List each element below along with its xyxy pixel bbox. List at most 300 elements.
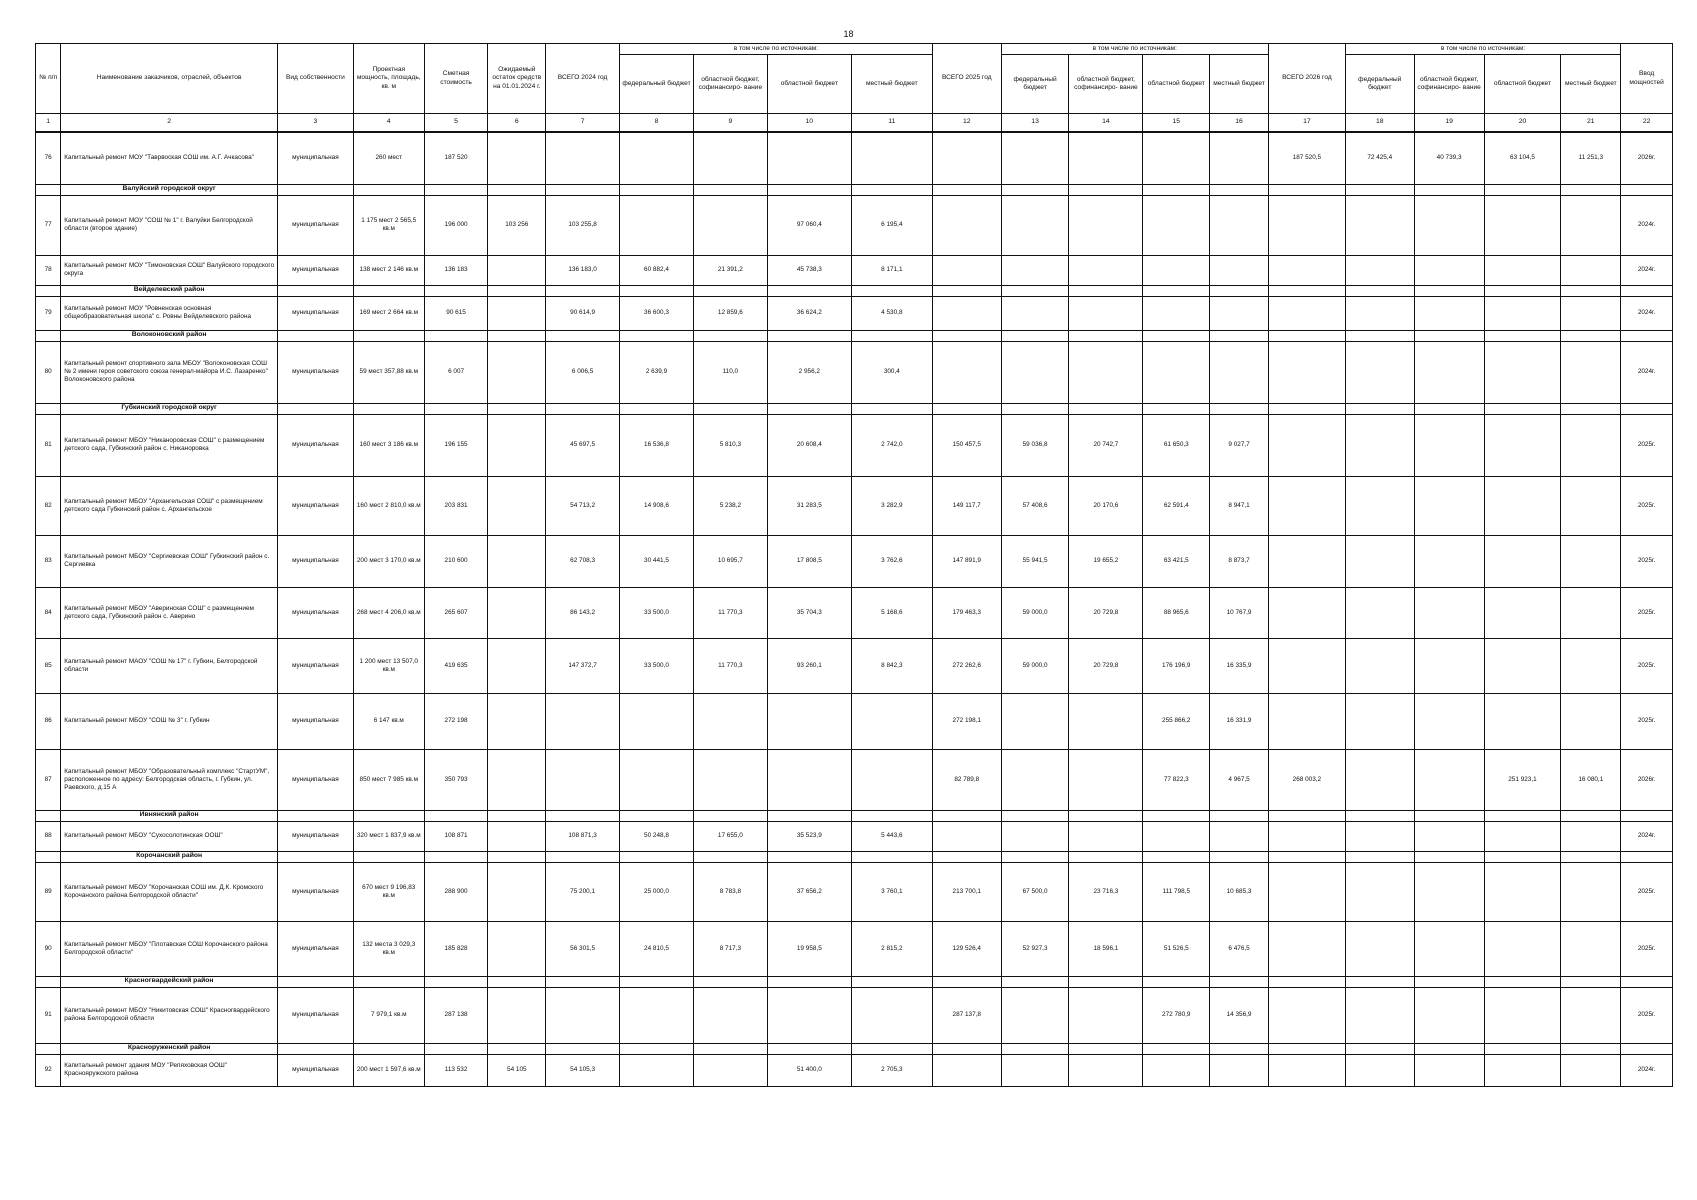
- local-2026: [1561, 476, 1621, 535]
- section-spacer: [1345, 1043, 1414, 1054]
- commissioning-year: 2025г.: [1621, 587, 1673, 638]
- capacity: 320 мест 1 837,9 кв.м: [353, 821, 424, 851]
- regional-2026: [1484, 255, 1561, 285]
- section-spacer: [546, 810, 620, 821]
- row-number: 84: [36, 587, 61, 638]
- regional-cofin-2024: 12 859,6: [693, 296, 767, 330]
- local-2024: [851, 693, 932, 749]
- federal-2024: 30 441,5: [620, 535, 694, 587]
- section-spacer: [277, 330, 353, 341]
- total-2026: [1268, 821, 1345, 851]
- section-spacer: [620, 1043, 694, 1054]
- section-spacer: [1484, 184, 1561, 195]
- section-spacer: [424, 184, 488, 195]
- remaining-funds: [488, 921, 546, 976]
- local-2025: [1210, 255, 1269, 285]
- regional-cofin-2025: [1069, 132, 1143, 184]
- estimated-cost: 113 532: [424, 1054, 488, 1086]
- row-number: 91: [36, 987, 61, 1043]
- federal-2025: [1001, 749, 1069, 810]
- object-name: Капитальный ремонт здания МОУ "Репяховская ООШ" Краснояружского района: [61, 1054, 278, 1086]
- federal-2026: [1345, 638, 1414, 693]
- regional-cofin-2024: [693, 693, 767, 749]
- remaining-funds: [488, 638, 546, 693]
- section-spacer: [1621, 851, 1673, 862]
- section-spacer: [693, 330, 767, 341]
- total-2025: 82 789,8: [932, 749, 1001, 810]
- header-total-2025: ВСЕГО 2025 год: [932, 44, 1001, 114]
- row-number: 92: [36, 1054, 61, 1086]
- total-2024: 75 200,1: [546, 862, 620, 921]
- column-number: 6: [488, 114, 546, 133]
- estimated-cost: 108 871: [424, 821, 488, 851]
- regional-cofin-2025: [1069, 341, 1143, 403]
- capacity: 268 мест 4 206,0 кв.м: [353, 587, 424, 638]
- commissioning-year: 2025г.: [1621, 476, 1673, 535]
- regional-cofin-2025: 20 729,8: [1069, 638, 1143, 693]
- capacity: 1 175 мест 2 565,5 кв.м: [353, 195, 424, 255]
- regional-cofin-2024: [693, 132, 767, 184]
- federal-2024: 33 500,0: [620, 638, 694, 693]
- row-number: 79: [36, 296, 61, 330]
- regional-2025: 255 866,2: [1143, 693, 1210, 749]
- commissioning-year: 2024г.: [1621, 341, 1673, 403]
- federal-2026: [1345, 296, 1414, 330]
- object-name: Капитальный ремонт МБОУ "Авеpинская СОШ" с размещением детского сада, Губкинский район с. Аверино: [61, 587, 278, 638]
- regional-2025: 61 650,3: [1143, 414, 1210, 476]
- federal-2024: [620, 749, 694, 810]
- federal-2026: 72 425,4: [1345, 132, 1414, 184]
- regional-2025: 62 591,4: [1143, 476, 1210, 535]
- total-2024: 136 183,0: [546, 255, 620, 285]
- total-2025: [932, 821, 1001, 851]
- ownership-type: муниципальная: [277, 862, 353, 921]
- section-spacer: [424, 1043, 488, 1054]
- total-2026: [1268, 255, 1345, 285]
- row-number: 82: [36, 476, 61, 535]
- section-spacer: [1484, 330, 1561, 341]
- column-number: 4: [353, 114, 424, 133]
- page-number: 18: [843, 29, 854, 39]
- section-spacer: [546, 330, 620, 341]
- regional-cofin-2026: [1414, 862, 1484, 921]
- column-number: 9: [693, 114, 767, 133]
- ownership-type: муниципальная: [277, 587, 353, 638]
- local-2026: [1561, 587, 1621, 638]
- local-2024: 6 195,4: [851, 195, 932, 255]
- ownership-type: муниципальная: [277, 821, 353, 851]
- section-spacer: [1484, 1043, 1561, 1054]
- local-2024: 5 168,6: [851, 587, 932, 638]
- investment-table: [35, 43, 1673, 1087]
- section-spacer: [1268, 184, 1345, 195]
- section-spacer: [1210, 285, 1269, 296]
- regional-cofin-2025: [1069, 296, 1143, 330]
- local-2024: 2 705,3: [851, 1054, 932, 1086]
- section-spacer: [1561, 330, 1621, 341]
- section-spacer: [1621, 810, 1673, 821]
- federal-2024: [620, 195, 694, 255]
- object-name: Капитальный ремонт МБОУ "Плотавская СОШ Корочанского района Белгородской области": [61, 921, 278, 976]
- regional-2026: 63 104,5: [1484, 132, 1561, 184]
- local-2026: [1561, 921, 1621, 976]
- section-spacer: [353, 184, 424, 195]
- estimated-cost: 196 155: [424, 414, 488, 476]
- section-spacer: [1268, 330, 1345, 341]
- district-title: Красногвардейский район: [61, 976, 278, 987]
- regional-2024: 2 956,2: [767, 341, 851, 403]
- estimated-cost: 136 183: [424, 255, 488, 285]
- section-spacer: [36, 285, 61, 296]
- section-spacer: [353, 403, 424, 414]
- federal-2024: 50 248,8: [620, 821, 694, 851]
- section-spacer: [1143, 810, 1210, 821]
- section-spacer: [1143, 403, 1210, 414]
- regional-cofin-2026: [1414, 987, 1484, 1043]
- section-spacer: [36, 184, 61, 195]
- column-number: 16: [1210, 114, 1269, 133]
- federal-2026: [1345, 535, 1414, 587]
- regional-cofin-2024: [693, 749, 767, 810]
- column-number: 2: [61, 114, 278, 133]
- total-2026: [1268, 341, 1345, 403]
- local-2025: [1210, 1054, 1269, 1086]
- column-number: 14: [1069, 114, 1143, 133]
- capacity: 132 места 3 029,3 кв.м: [353, 921, 424, 976]
- regional-cofin-2024: [693, 195, 767, 255]
- total-2024: [546, 132, 620, 184]
- regional-cofin-2026: [1414, 638, 1484, 693]
- section-spacer: [767, 330, 851, 341]
- regional-2024: 35 704,3: [767, 587, 851, 638]
- total-2026: [1268, 987, 1345, 1043]
- section-spacer: [1210, 851, 1269, 862]
- regional-cofin-2024: [693, 1054, 767, 1086]
- total-2025: 179 463,3: [932, 587, 1001, 638]
- ownership-type: муниципальная: [277, 296, 353, 330]
- section-spacer: [546, 851, 620, 862]
- header-regional: областной бюджет: [1484, 55, 1561, 114]
- total-2025: [932, 255, 1001, 285]
- total-2026: [1268, 693, 1345, 749]
- regional-2024: 36 624,2: [767, 296, 851, 330]
- section-spacer: [1143, 285, 1210, 296]
- header-regional: областной бюджет: [767, 55, 851, 114]
- object-name: Капитальный ремонт МБОУ "Сухосолотинская ООШ": [61, 821, 278, 851]
- federal-2024: 24 810,5: [620, 921, 694, 976]
- section-spacer: [1268, 1043, 1345, 1054]
- total-2025: [932, 1054, 1001, 1086]
- remaining-funds: [488, 255, 546, 285]
- commissioning-year: 2024г.: [1621, 821, 1673, 851]
- header-name: Наименование заказчиков, отраслей, объектов: [61, 44, 278, 114]
- regional-cofin-2024: 110,0: [693, 341, 767, 403]
- federal-2024: 2 639,9: [620, 341, 694, 403]
- regional-2024: 45 738,3: [767, 255, 851, 285]
- estimated-cost: 6 007: [424, 341, 488, 403]
- section-spacer: [36, 1043, 61, 1054]
- section-spacer: [1345, 184, 1414, 195]
- total-2025: 213 700,1: [932, 862, 1001, 921]
- section-spacer: [932, 851, 1001, 862]
- federal-2026: [1345, 821, 1414, 851]
- ownership-type: муниципальная: [277, 1054, 353, 1086]
- local-2025: 9 027,7: [1210, 414, 1269, 476]
- remaining-funds: 54 105: [488, 1054, 546, 1086]
- ownership-type: муниципальная: [277, 476, 353, 535]
- federal-2025: 59 000,0: [1001, 638, 1069, 693]
- section-spacer: [767, 403, 851, 414]
- header-federal: федеральный бюджет: [620, 55, 694, 114]
- local-2025: 14 356,9: [1210, 987, 1269, 1043]
- local-2025: [1210, 821, 1269, 851]
- section-spacer: [353, 330, 424, 341]
- regional-2026: [1484, 414, 1561, 476]
- row-number: 83: [36, 535, 61, 587]
- federal-2026: [1345, 693, 1414, 749]
- section-spacer: [1345, 976, 1414, 987]
- regional-cofin-2024: 10 695,7: [693, 535, 767, 587]
- section-spacer: [1001, 184, 1069, 195]
- regional-2024: [767, 987, 851, 1043]
- section-spacer: [488, 403, 546, 414]
- regional-cofin-2025: [1069, 749, 1143, 810]
- ownership-type: муниципальная: [277, 749, 353, 810]
- section-spacer: [693, 403, 767, 414]
- total-2026: [1268, 862, 1345, 921]
- regional-2025: [1143, 341, 1210, 403]
- object-name: Капитальный ремонт МБОУ "Никитовская СОШ" Красногвардейского района Белгородской области: [61, 987, 278, 1043]
- ownership-type: муниципальная: [277, 341, 353, 403]
- section-spacer: [932, 184, 1001, 195]
- federal-2026: [1345, 195, 1414, 255]
- remaining-funds: [488, 749, 546, 810]
- ownership-type: муниципальная: [277, 255, 353, 285]
- section-spacer: [353, 1043, 424, 1054]
- federal-2025: [1001, 821, 1069, 851]
- regional-2026: [1484, 476, 1561, 535]
- regional-2025: 63 421,5: [1143, 535, 1210, 587]
- local-2026: [1561, 296, 1621, 330]
- section-spacer: [488, 1043, 546, 1054]
- section-spacer: [932, 403, 1001, 414]
- section-spacer: [1069, 403, 1143, 414]
- regional-cofin-2026: [1414, 255, 1484, 285]
- column-number: 21: [1561, 114, 1621, 133]
- section-spacer: [693, 285, 767, 296]
- regional-cofin-2024: 5 238,2: [693, 476, 767, 535]
- local-2025: [1210, 132, 1269, 184]
- local-2024: [851, 749, 932, 810]
- federal-2024: 36 600,3: [620, 296, 694, 330]
- local-2026: [1561, 987, 1621, 1043]
- object-name: Капитальный ремонт МОУ "СОШ № 1" г. Валуйки Белгородской области (второе здание): [61, 195, 278, 255]
- section-spacer: [546, 1043, 620, 1054]
- regional-cofin-2025: [1069, 821, 1143, 851]
- local-2026: [1561, 414, 1621, 476]
- commissioning-year: 2025г.: [1621, 987, 1673, 1043]
- regional-2024: [767, 693, 851, 749]
- commissioning-year: 2024г.: [1621, 1054, 1673, 1086]
- commissioning-year: 2024г.: [1621, 195, 1673, 255]
- regional-2026: [1484, 1054, 1561, 1086]
- section-spacer: [1210, 810, 1269, 821]
- column-number: 1: [36, 114, 61, 133]
- section-spacer: [851, 184, 932, 195]
- section-spacer: [1069, 330, 1143, 341]
- row-number: 88: [36, 821, 61, 851]
- regional-cofin-2026: [1414, 296, 1484, 330]
- table-row: [36, 821, 1673, 851]
- capacity: 1 200 мест 13 507,0 кв.м: [353, 638, 424, 693]
- commissioning-year: 2025г.: [1621, 414, 1673, 476]
- object-name: Капитальный ремонт МБОУ "Никаноровская СОШ" с размещением детского сада, Губкинский район с. Никаноровка: [61, 414, 278, 476]
- section-spacer: [1484, 403, 1561, 414]
- column-number: 10: [767, 114, 851, 133]
- section-spacer: [1561, 285, 1621, 296]
- section-spacer: [353, 976, 424, 987]
- section-spacer: [693, 810, 767, 821]
- row-number: 80: [36, 341, 61, 403]
- row-number: 81: [36, 414, 61, 476]
- total-2025: 150 457,5: [932, 414, 1001, 476]
- table-row: [36, 255, 1673, 285]
- district-title: Красноруженский район: [61, 1043, 278, 1054]
- regional-2024: 17 808,5: [767, 535, 851, 587]
- estimated-cost: 265 607: [424, 587, 488, 638]
- commissioning-year: 2025г.: [1621, 638, 1673, 693]
- column-number: 8: [620, 114, 694, 133]
- section-spacer: [932, 330, 1001, 341]
- row-number: 78: [36, 255, 61, 285]
- header-sources-2025: в том числе по источникам:: [1001, 44, 1268, 55]
- section-spacer: [851, 976, 932, 987]
- section-spacer: [277, 184, 353, 195]
- local-2025: 10 685,3: [1210, 862, 1269, 921]
- section-spacer: [1069, 1043, 1143, 1054]
- regional-cofin-2025: 18 596,1: [1069, 921, 1143, 976]
- section-spacer: [1268, 851, 1345, 862]
- section-spacer: [36, 330, 61, 341]
- estimated-cost: 287 138: [424, 987, 488, 1043]
- section-spacer: [851, 330, 932, 341]
- total-2026: 187 520,5: [1268, 132, 1345, 184]
- object-name: Капитальный ремонт МБОУ "Образовательный комплекс "СтартУМ", расположенное по адресу: Белгородская область, г. Губкин, ул. Раевского, д.15 А: [61, 749, 278, 810]
- section-spacer: [1414, 285, 1484, 296]
- regional-cofin-2024: 11 770,3: [693, 587, 767, 638]
- section-spacer: [693, 976, 767, 987]
- object-name: Капитальный ремонт МБОУ "Сергиевская СОШ" Губкинский район с. Сергиевка: [61, 535, 278, 587]
- total-2025: [932, 195, 1001, 255]
- section-spacer: [1414, 1043, 1484, 1054]
- local-2024: [851, 987, 932, 1043]
- section-spacer: [932, 1043, 1001, 1054]
- total-2026: [1268, 535, 1345, 587]
- regional-cofin-2026: [1414, 749, 1484, 810]
- table-row: [36, 693, 1673, 749]
- section-spacer: [932, 285, 1001, 296]
- commissioning-year: 2026г.: [1621, 749, 1673, 810]
- federal-2024: 16 536,8: [620, 414, 694, 476]
- regional-cofin-2024: 11 770,3: [693, 638, 767, 693]
- regional-2026: [1484, 821, 1561, 851]
- district-section-row: [36, 1043, 1673, 1054]
- federal-2024: 14 908,6: [620, 476, 694, 535]
- regional-cofin-2024: 8 783,8: [693, 862, 767, 921]
- header-sources-2026: в том числе по источникам:: [1345, 44, 1620, 55]
- section-spacer: [851, 810, 932, 821]
- section-spacer: [1268, 810, 1345, 821]
- section-spacer: [620, 330, 694, 341]
- local-2024: 3 282,9: [851, 476, 932, 535]
- row-number: 77: [36, 195, 61, 255]
- regional-2024: 37 656,2: [767, 862, 851, 921]
- section-spacer: [1345, 403, 1414, 414]
- local-2024: 2 815,2: [851, 921, 932, 976]
- capacity: 59 мест 357,88 кв.м: [353, 341, 424, 403]
- commissioning-year: 2026г.: [1621, 132, 1673, 184]
- regional-2024: 31 283,5: [767, 476, 851, 535]
- local-2026: [1561, 255, 1621, 285]
- regional-2024: 97 060,4: [767, 195, 851, 255]
- table-row: [36, 535, 1673, 587]
- column-number: 19: [1414, 114, 1484, 133]
- section-spacer: [767, 976, 851, 987]
- local-2024: [851, 132, 932, 184]
- local-2024: 8 842,3: [851, 638, 932, 693]
- section-spacer: [767, 810, 851, 821]
- table-row: [36, 862, 1673, 921]
- federal-2025: 67 500,0: [1001, 862, 1069, 921]
- regional-cofin-2026: [1414, 476, 1484, 535]
- section-spacer: [277, 1043, 353, 1054]
- district-title: Корочанский район: [61, 851, 278, 862]
- local-2026: [1561, 195, 1621, 255]
- regional-2024: 51 400,0: [767, 1054, 851, 1086]
- row-number: 76: [36, 132, 61, 184]
- row-number: 87: [36, 749, 61, 810]
- total-2024: 54 105,3: [546, 1054, 620, 1086]
- total-2025: [932, 296, 1001, 330]
- section-spacer: [1484, 851, 1561, 862]
- section-spacer: [620, 285, 694, 296]
- section-spacer: [1414, 810, 1484, 821]
- total-2024: 6 006,5: [546, 341, 620, 403]
- header-local: местный бюджет: [1561, 55, 1621, 114]
- local-2025: 16 335,9: [1210, 638, 1269, 693]
- capacity: 6 147 кв.м: [353, 693, 424, 749]
- federal-2026: [1345, 414, 1414, 476]
- table-row: [36, 341, 1673, 403]
- section-spacer: [1069, 285, 1143, 296]
- section-spacer: [1345, 285, 1414, 296]
- total-2024: [546, 987, 620, 1043]
- local-2026: 16 080,1: [1561, 749, 1621, 810]
- ownership-type: муниципальная: [277, 693, 353, 749]
- ownership-type: муниципальная: [277, 195, 353, 255]
- table-row: [36, 296, 1673, 330]
- section-spacer: [1143, 851, 1210, 862]
- regional-cofin-2025: 19 655,2: [1069, 535, 1143, 587]
- section-spacer: [1414, 403, 1484, 414]
- section-spacer: [1414, 976, 1484, 987]
- regional-2025: 77 822,3: [1143, 749, 1210, 810]
- federal-2024: [620, 693, 694, 749]
- federal-2026: [1345, 921, 1414, 976]
- remaining-funds: [488, 132, 546, 184]
- regional-cofin-2024: 21 391,2: [693, 255, 767, 285]
- header-total-2024: ВСЕГО 2024 год: [546, 44, 620, 114]
